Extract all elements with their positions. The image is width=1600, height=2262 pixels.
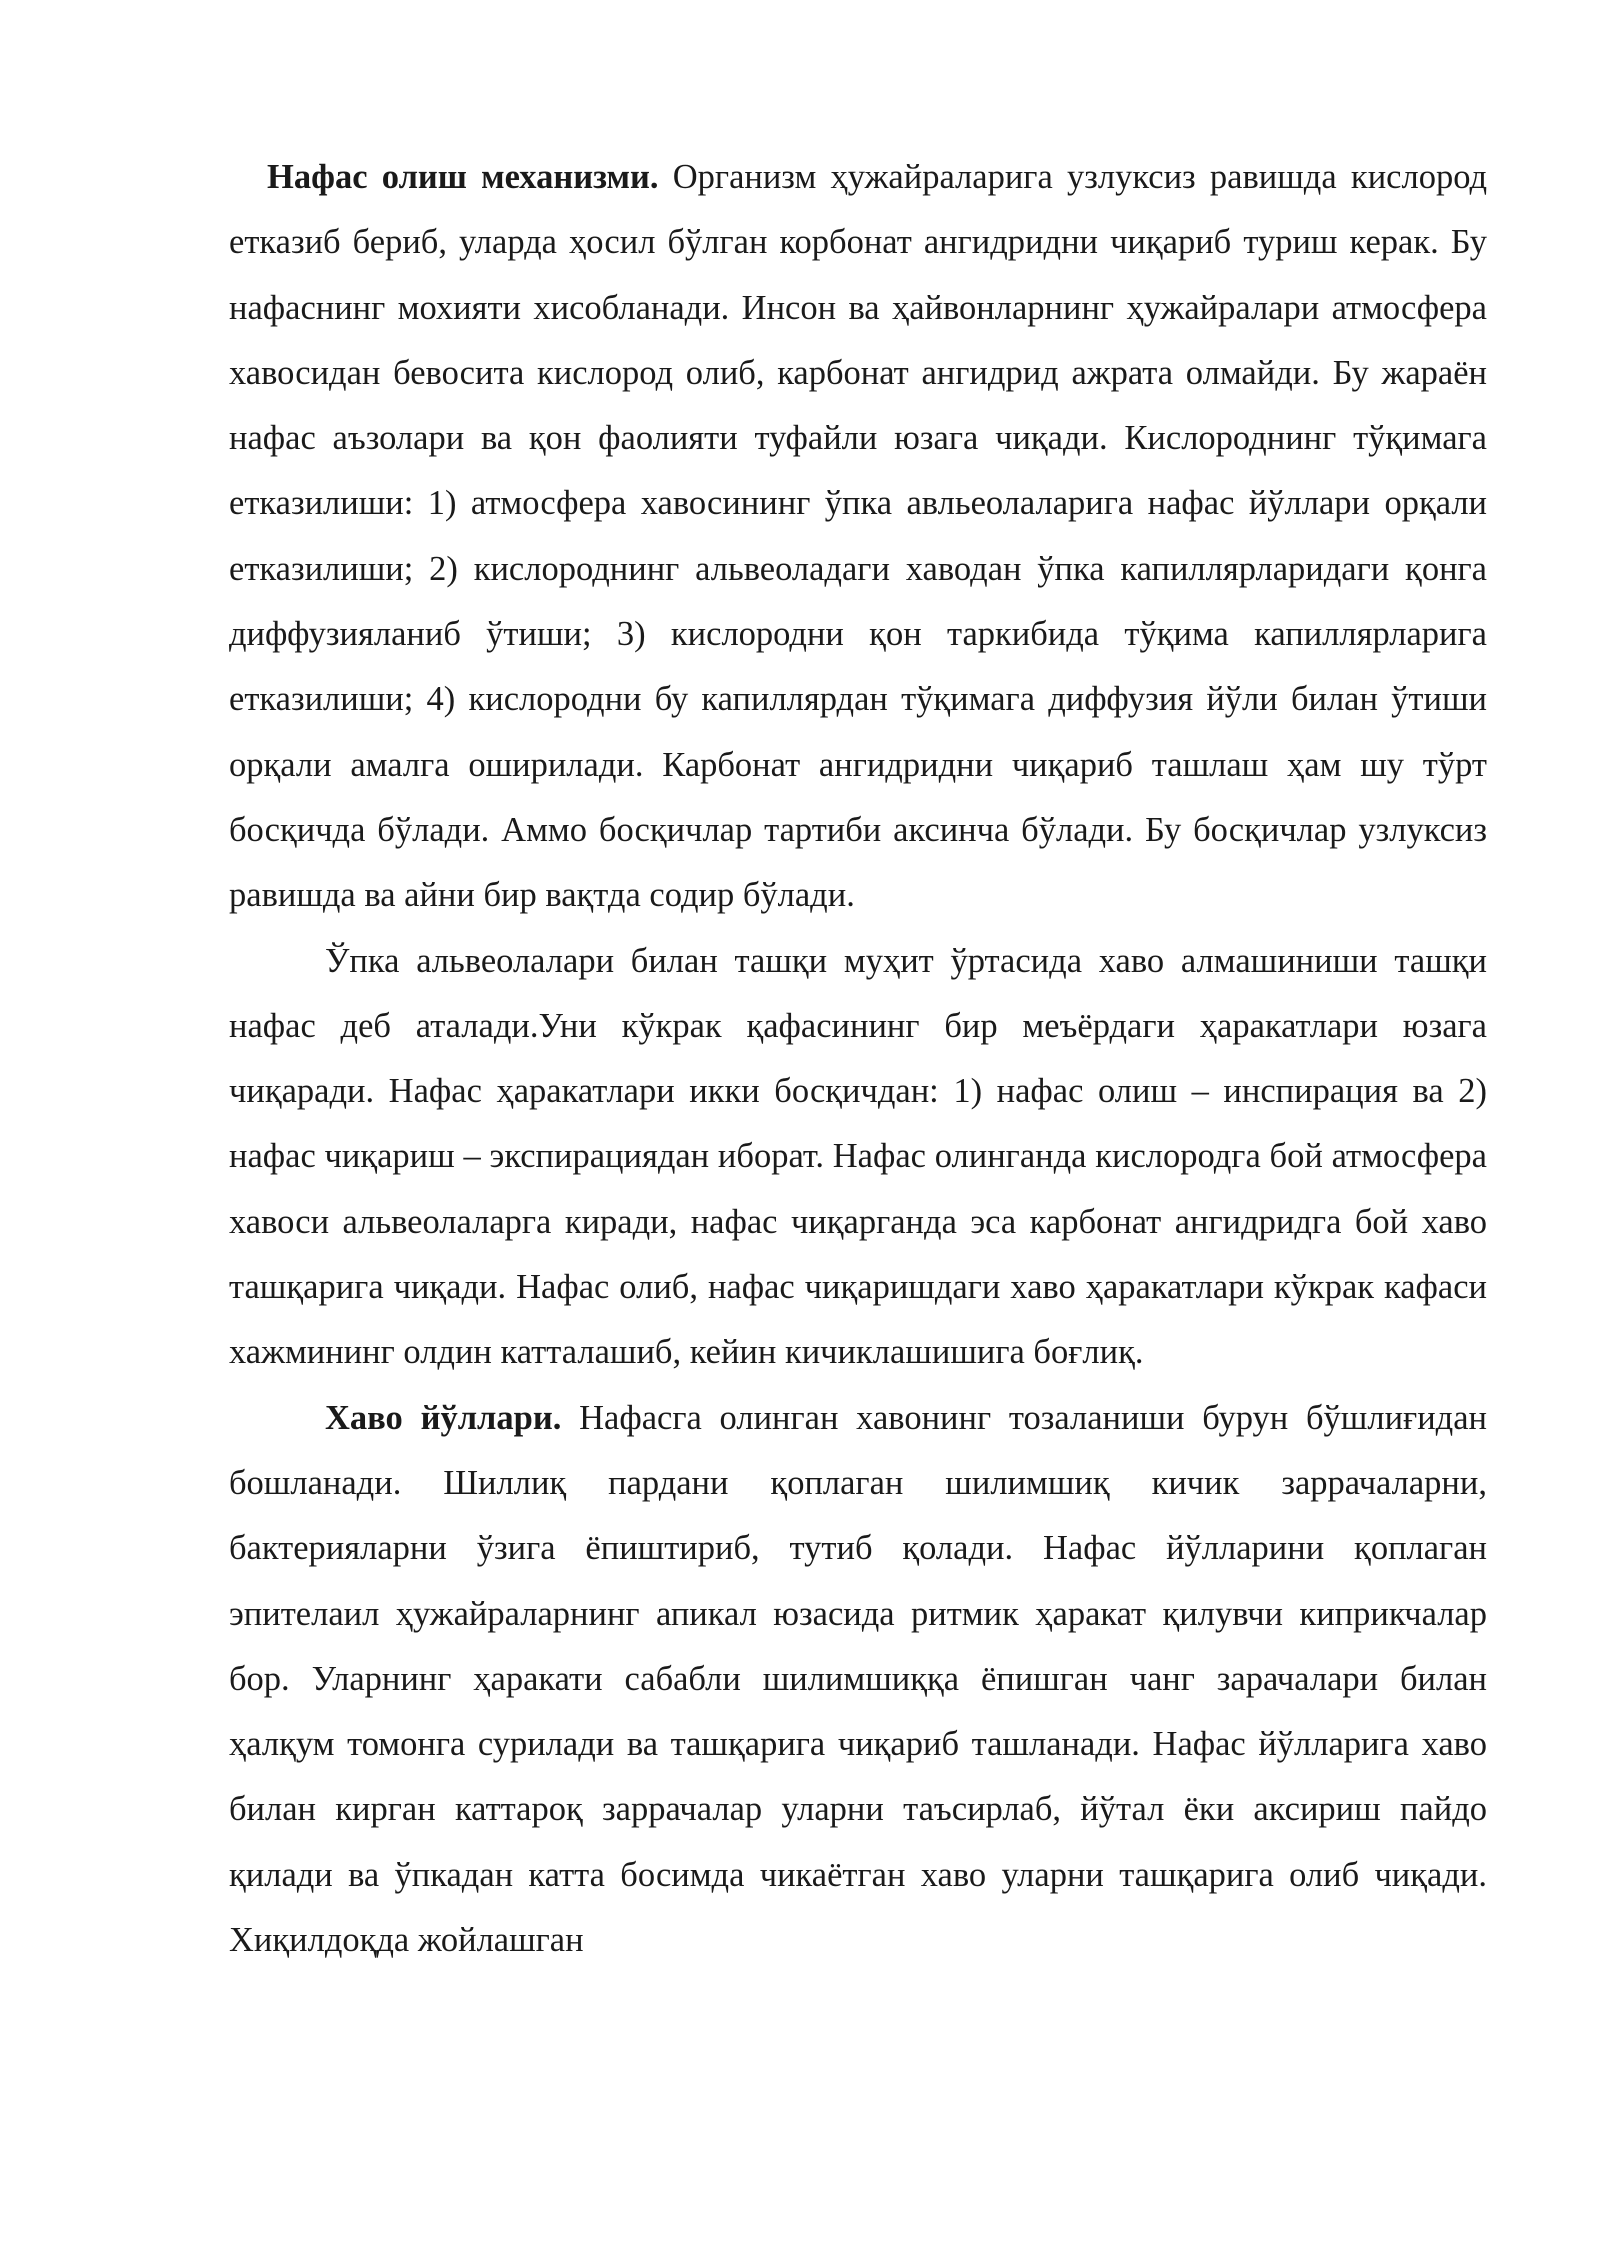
paragraph-breathing-mechanism	[229, 145, 1487, 929]
paragraph-text: Ўпка альвеолалари билан ташқи муҳит ўртасида хаво алмашиниши ташқи нафас деб аталади.Уни кўкрак қафасининг бир меъёрдаги ҳаракатлари юзага чиқаради. Нафас ҳаракатлари икки босқичдан: 1) нафас олиш – инспирация ва 2) нафас чиқариш – экспирациядан иборат. Нафас олинганда кислородга бой атмосфера хавоси альвеолаларга киради, нафас чиқарганда эса карбонат ангидридга бой хаво ташқарига чиқади. Нафас олиб, нафас чиқаришдаги хаво ҳаракатлари кўкрак кафаси хажмининг олдин катталашиб, кейин кичиклашишига боғлиқ.	[229, 941, 1487, 1372]
document-body	[229, 145, 1487, 1973]
section-heading-airways: Хаво йўллари.	[325, 1398, 562, 1437]
paragraph-text: Организм ҳужайраларига узлуксиз равишда кислород етказиб бериб, уларда ҳосил бўлган корбонат ангидридни чиқариб туриш керак. Бу нафаснинг мохияти хисобланади. Инсон ва ҳайвонларнинг ҳужайралари атмосфера хавосидан бевосита кислород олиб, карбонат ангидрид ажрата олмайди. Бу жараён нафас аъзолари ва қон фаолияти туфайли юзага чиқади. Кислороднинг тўқимага етказилиши: 1) атмосфера хавосининг ўпка авльеолаларига нафас йўллари орқали етказилиши; 2) кислороднинг альвеоладаги хаводан ўпка капиллярларидаги қонга диффузияланиб ўтиши; 3) кислородни қон таркибида тўқима капиллярларига етказилиши; 4) кислородни бу капиллярдан тўқимага диффузия йўли билан ўтиши орқали амалга оширилади. Карбонат ангидридни чиқариб ташлаш ҳам шу тўрт босқичда бўлади. Аммо босқичлар тартиби аксинча бўлади. Бу босқичлар узлуксиз равишда ва айни бир вақтда содир бўлади.	[229, 158, 1487, 915]
section-heading-breathing-mechanism: Нафас олиш механизми.	[267, 158, 659, 196]
paragraph-external-respiration	[229, 929, 1487, 1386]
paragraph-text: Нафасга олинган хавонинг тозаланиши бурун бўшлиғидан бошланади. Шиллиқ пардани қоплаган шилимшиқ кичик заррачаларни, бактерияларни ўзига ёпиштириб, тутиб қолади. Нафас йўлларини қоплаган эпителаил ҳужайраларнинг апикал юзасида ритмик ҳаракат қилувчи киприкчалар бор. Уларнинг ҳаракати сабабли шилимшиққа ёпишган чанг зарачалари билан ҳалқум томонга сурилади ва ташқарига чиқариб ташланади. Нафас йўлларига хаво билан кирган каттароқ заррачалар уларни таъсирлаб, йўтал ёки аксириш пайдо қилади ва ўпкадан катта босимда чикаётган хаво уларни ташқарига олиб чиқади. Хиқилдоқда жойлашган	[229, 1398, 1487, 1960]
paragraph-airways	[229, 1386, 1487, 1974]
